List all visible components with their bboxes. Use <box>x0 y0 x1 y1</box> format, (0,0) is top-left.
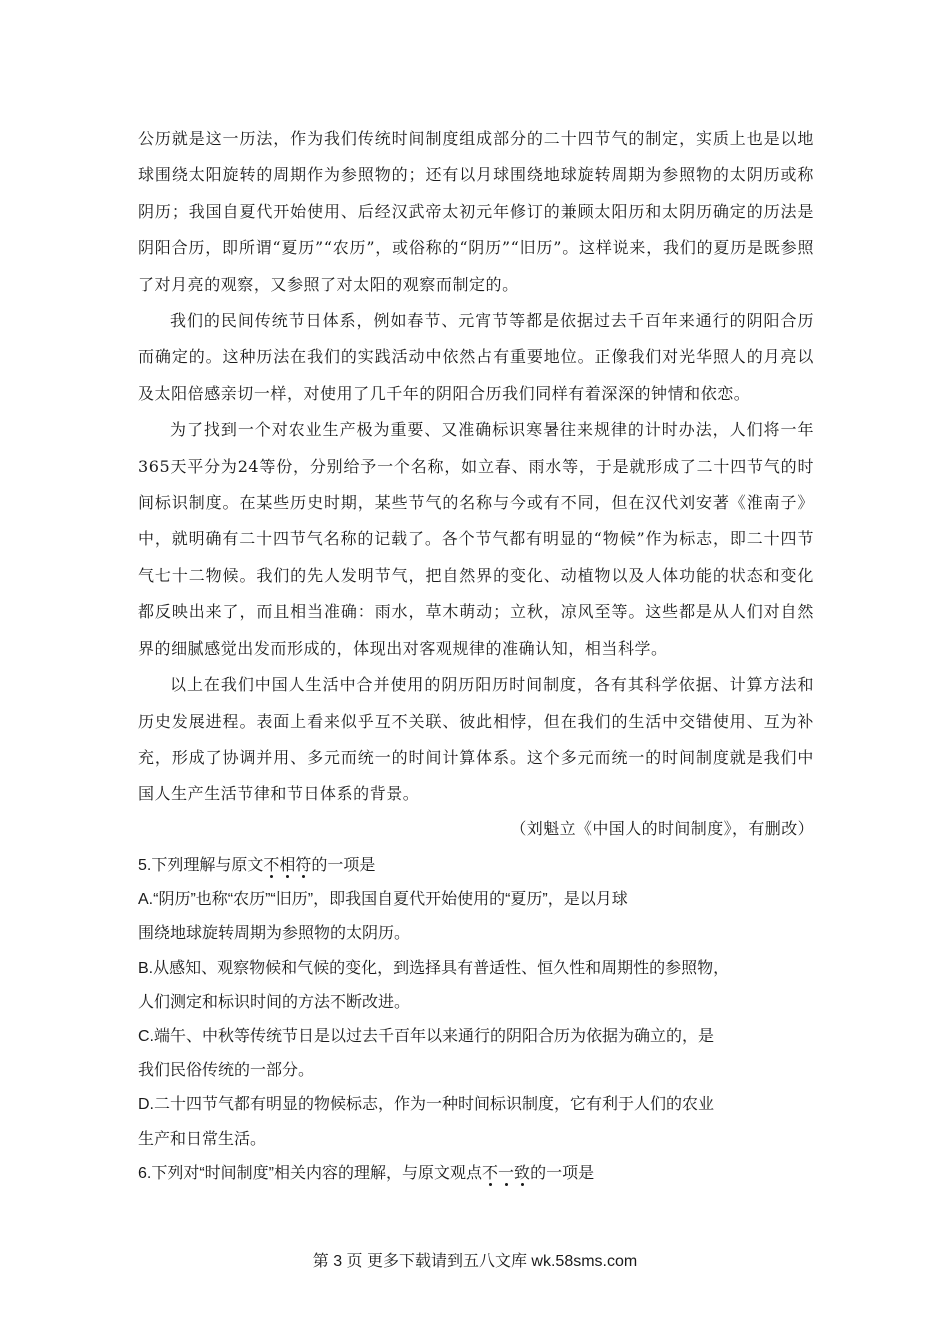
question-6-stem <box>138 1157 798 1191</box>
article-source: （刘魁立《中国人的时间制度》，有删改） <box>510 819 814 838</box>
article-body <box>138 121 814 813</box>
emphasis-char: 相 <box>279 857 296 874</box>
emphasis-char: 一 <box>498 1164 515 1182</box>
option-d-line-2: 生产和日常生活。 <box>138 1130 267 1148</box>
paragraph-4: 以上在我们中国人生活中合并使用的阴历阳历时间制度，各有其科学依据、计算方法和历史发展进程。表面上看来似乎互不关联、彼此相悖，但在我们的生活中交错使用、互为补充，形成了协调并用、多元而统一的时间计算体系。这个多元而统一的时间制度就是我们中国人生产生活节律和节日体系的背景。 <box>138 675 814 804</box>
emphasis-char: 符 <box>295 857 312 874</box>
question-5-stem <box>138 849 798 883</box>
option-b-line-2: 人们测定和标识时间的方法不断改进。 <box>138 993 411 1011</box>
option-a-line-1: A.“阴历”也称“农历”“旧历”，即我国自夏代开始使用的“夏历”，是以月球 <box>138 891 628 909</box>
question-5-stem-text: 5.下列理解与原文 <box>138 857 264 874</box>
option-c-line-1: C.端午、中秋等传统节日是以过去千百年以来通行的阴阳合历为依据为确立的，是 <box>138 1027 715 1045</box>
page-footer: 第 3 页 更多下载请到五八文库 wk.58sms.com <box>312 1253 638 1270</box>
question-6-stem-text: 6.下列对“时间制度”相关内容的理解，与原文观点 <box>138 1164 483 1182</box>
option-a-line-2: 围绕地球旋转周期为参照物的太阴历。 <box>138 925 411 943</box>
paragraph-1: 公历就是这一历法，作为我们传统时间制度组成部分的二十四节气的制定，实质上也是以地球围绕太阳旋转的周期作为参照物的；还有以月球围绕地球旋转周期为参照物的太阴历或称阴历；我国自夏代开始使用、后经汉武帝太初元年修订的兼顾太阳历和太阴历确定的历法是阴阳合历，即所谓“夏历”“农历”，或俗称的“阴历”“旧历”。这样说来，我们的夏历是既参照了对月亮的观察，又参照了对太阳的观察而制定的。 <box>138 129 814 294</box>
option-b-line-1: B.从感知、观察物候和气候的变化，到选择具有普适性、恒久性和周期性的参照物， <box>138 959 730 977</box>
questions-section <box>138 849 798 1191</box>
emphasis-char: 致 <box>514 1164 531 1182</box>
question-6-stem-end: 的一项是 <box>530 1164 595 1182</box>
emphasis-char: 不 <box>482 1164 499 1182</box>
option-d-line-1: D.二十四节气都有明显的物候标志，作为一种时间标识制度，它有利于人们的农业 <box>138 1096 715 1114</box>
option-c-line-2: 我们民俗传统的一部分。 <box>138 1062 315 1080</box>
paragraph-3: 为了找到一个对农业生产极为重要、又准确标识寒暑往来规律的计时办法，人们将一年365天平分为24等份，分别给予一个名称，如立春、雨水等，于是就形成了二十四节气的时间标识制度。在某些历史时期，某些节气的名称与今或有不同，但在汉代刘安著《淮南子》中，就明确有二十四节气名称的记载了。各个节气都有明显的“物候”作为标志，即二十四节气七十二物候。我们的先人发明节气，把自然界的变化、动植物以及人体功能的状态和变化都反映出来了，而且相当准确：雨水，草木萌动；立秋，凉风至等。这些都是从人们对自然界的细腻感觉出发而形成的，体现出对客观规律的准确认知，相当科学。 <box>138 420 814 658</box>
emphasis-char: 不 <box>263 857 280 874</box>
paragraph-2: 我们的民间传统节日体系，例如春节、元宵节等都是依据过去千百年来通行的阴阳合历而确定的。这种历法在我们的实践活动中依然占有重要地位。正像我们对光华照人的月亮以及太阳倍感亲切一样，对使用了几千年的阴阳合历我们同样有着深深的钟情和依恋。 <box>138 311 814 403</box>
question-5-stem-end: 的一项是 <box>311 857 376 874</box>
